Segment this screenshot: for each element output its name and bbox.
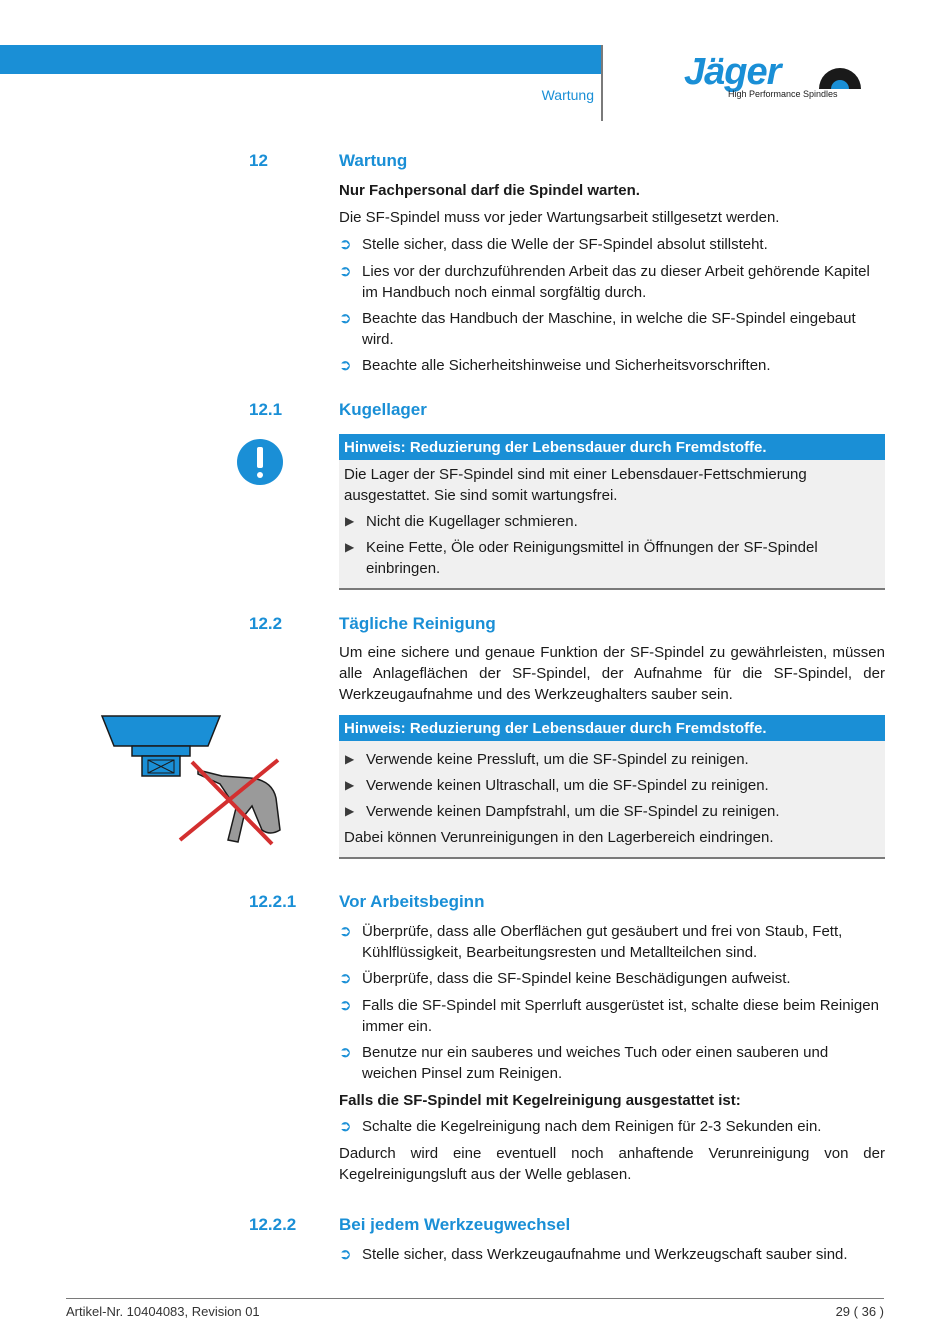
condition-text: Falls die SF-Spindel mit Kegelreinigung ausgestattet ist: [339,1092,741,1109]
lead-text: Nur Fachpersonal darf die Spindel warten. [339,182,640,199]
header-divider [601,45,603,121]
body-text: Um eine sichere und genaue Funktion der SF-Spindel zu gewährleisten, müssen alle Anlageflächen der SF-Spindel, der Aufnahme für die SF-Spindel, der Werkzeugaufnahme und des Werkzeughalters sauber sein. [339,644,885,703]
section-number: 12.2.2 [249,1215,297,1234]
header-bar [0,45,602,74]
page-number: 29 ( 36 ) [835,1304,884,1319]
arrow-circle-icon: ➲ [339,923,352,940]
list-item: ➲ Überprüfe, dass die SF-Spindel keine Beschädigungen aufweist. [339,970,791,987]
section-number: 12 [249,151,268,170]
list-item: ➲ Überprüfe, dass alle Oberflächen gut gesäubert und frei von Staub, Fett, Kühlflüssigkeit, Bearbeitungsresten und Metallteilchen sind. [339,923,843,961]
notice-box [339,715,885,859]
triangle-right-icon: ▶ [345,514,355,528]
body-text: Dadurch wird eine eventuell noch anhaftende Verunreinigung von der Kegelreinigungsluft aus der Welle geblasen. [339,1145,885,1183]
triangle-right-icon: ▶ [345,778,355,792]
list-item: ➲ Beachte alle Sicherheitshinweise und Sicherheitsvorschriften. [339,357,771,374]
section-title: Bei jedem Werkzeugwechsel [339,1215,571,1234]
logo-dome-icon [817,65,863,91]
notice-text: Die Lager der SF-Spindel sind mit einer Lebensdauer-Fettschmierung ausgestattet. Sie sind somit wartungsfrei. [344,466,807,504]
section-title: Tägliche Reinigung [339,614,496,633]
section-number: 12.1 [249,400,283,419]
logo-subtitle: High Performance Spindles [728,89,838,99]
notice-heading: Hinweis: Reduzierung der Lebensdauer durch Fremdstoffe. [339,715,885,741]
notice-heading: Hinweis: Reduzierung der Lebensdauer durch Fremdstoffe. [339,434,885,460]
notice-text: Dabei können Verunreinigungen in den Lagerbereich eindringen. [344,829,774,846]
notice-item: ▶ Verwende keinen Dampfstrahl, um die SF-Spindel zu reinigen. [345,803,780,820]
logo-word: Jäger [684,51,781,93]
list-item: ➲ Stelle sicher, dass die Welle der SF-Spindel absolut stillsteht. [339,236,768,253]
no-compressed-air-icon [100,712,285,852]
arrow-circle-icon: ➲ [339,357,352,374]
triangle-right-icon: ▶ [345,752,355,766]
footer-divider [66,1298,884,1299]
notice-item: ▶ Nicht die Kugellager schmieren. [345,513,578,530]
section-number: 12.2.1 [249,892,297,911]
exclamation-icon [237,439,283,485]
arrow-circle-icon: ➲ [339,997,352,1014]
arrow-circle-icon: ➲ [339,1118,352,1135]
header-section: Wartung [541,87,594,103]
list-item: ➲ Stelle sicher, dass Werkzeugaufnahme und Werkzeugschaft sauber sind. [339,1246,848,1263]
body-text: Die SF-Spindel muss vor jeder Wartungsarbeit stillgesetzt werden. [339,209,780,226]
list-item: ➲ Schalte die Kegelreinigung nach dem Reinigen für 2-3 Sekunden ein. [339,1118,822,1135]
section-title: Kugellager [339,400,427,419]
notice-item: ▶ Verwende keinen Ultraschall, um die SF-Spindel zu reinigen. [345,777,769,794]
list-item: ➲ Benutze nur ein sauberes und weiches Tuch oder einen sauberen und weichen Pinsel zum Reinigen. [339,1044,829,1082]
arrow-circle-icon: ➲ [339,310,352,327]
section-title: Wartung [339,151,408,170]
notice-item: ▶ Keine Fette, Öle oder Reinigungsmittel in Öffnungen der SF-Spindel einbringen. [345,539,818,577]
arrow-circle-icon: ➲ [339,970,352,987]
article-number: Artikel-Nr. 10404083, Revision 01 [66,1304,260,1319]
notice-item: ▶ Verwende keine Pressluft, um die SF-Spindel zu reinigen. [345,751,749,768]
triangle-right-icon: ▶ [345,540,355,554]
arrow-circle-icon: ➲ [339,236,352,253]
company-logo [684,51,869,105]
arrow-circle-icon: ➲ [339,1044,352,1061]
list-item: ➲ Lies vor der durchzuführenden Arbeit das zu dieser Arbeit gehörende Kapitel im Handbuch noch einmal sorgfältig durch. [339,263,870,301]
arrow-circle-icon: ➲ [339,263,352,280]
list-item: ➲ Beachte das Handbuch der Maschine, in welche die SF-Spindel eingebaut wird. [339,310,856,348]
list-item: ➲ Falls die SF-Spindel mit Sperrluft ausgerüstet ist, schalte diese beim Reinigen immer ein. [339,997,879,1035]
triangle-right-icon: ▶ [345,804,355,818]
section-number: 12.2 [249,614,283,633]
section-title: Vor Arbeitsbeginn [339,892,485,911]
notice-box [339,434,885,590]
arrow-circle-icon: ➲ [339,1246,352,1263]
